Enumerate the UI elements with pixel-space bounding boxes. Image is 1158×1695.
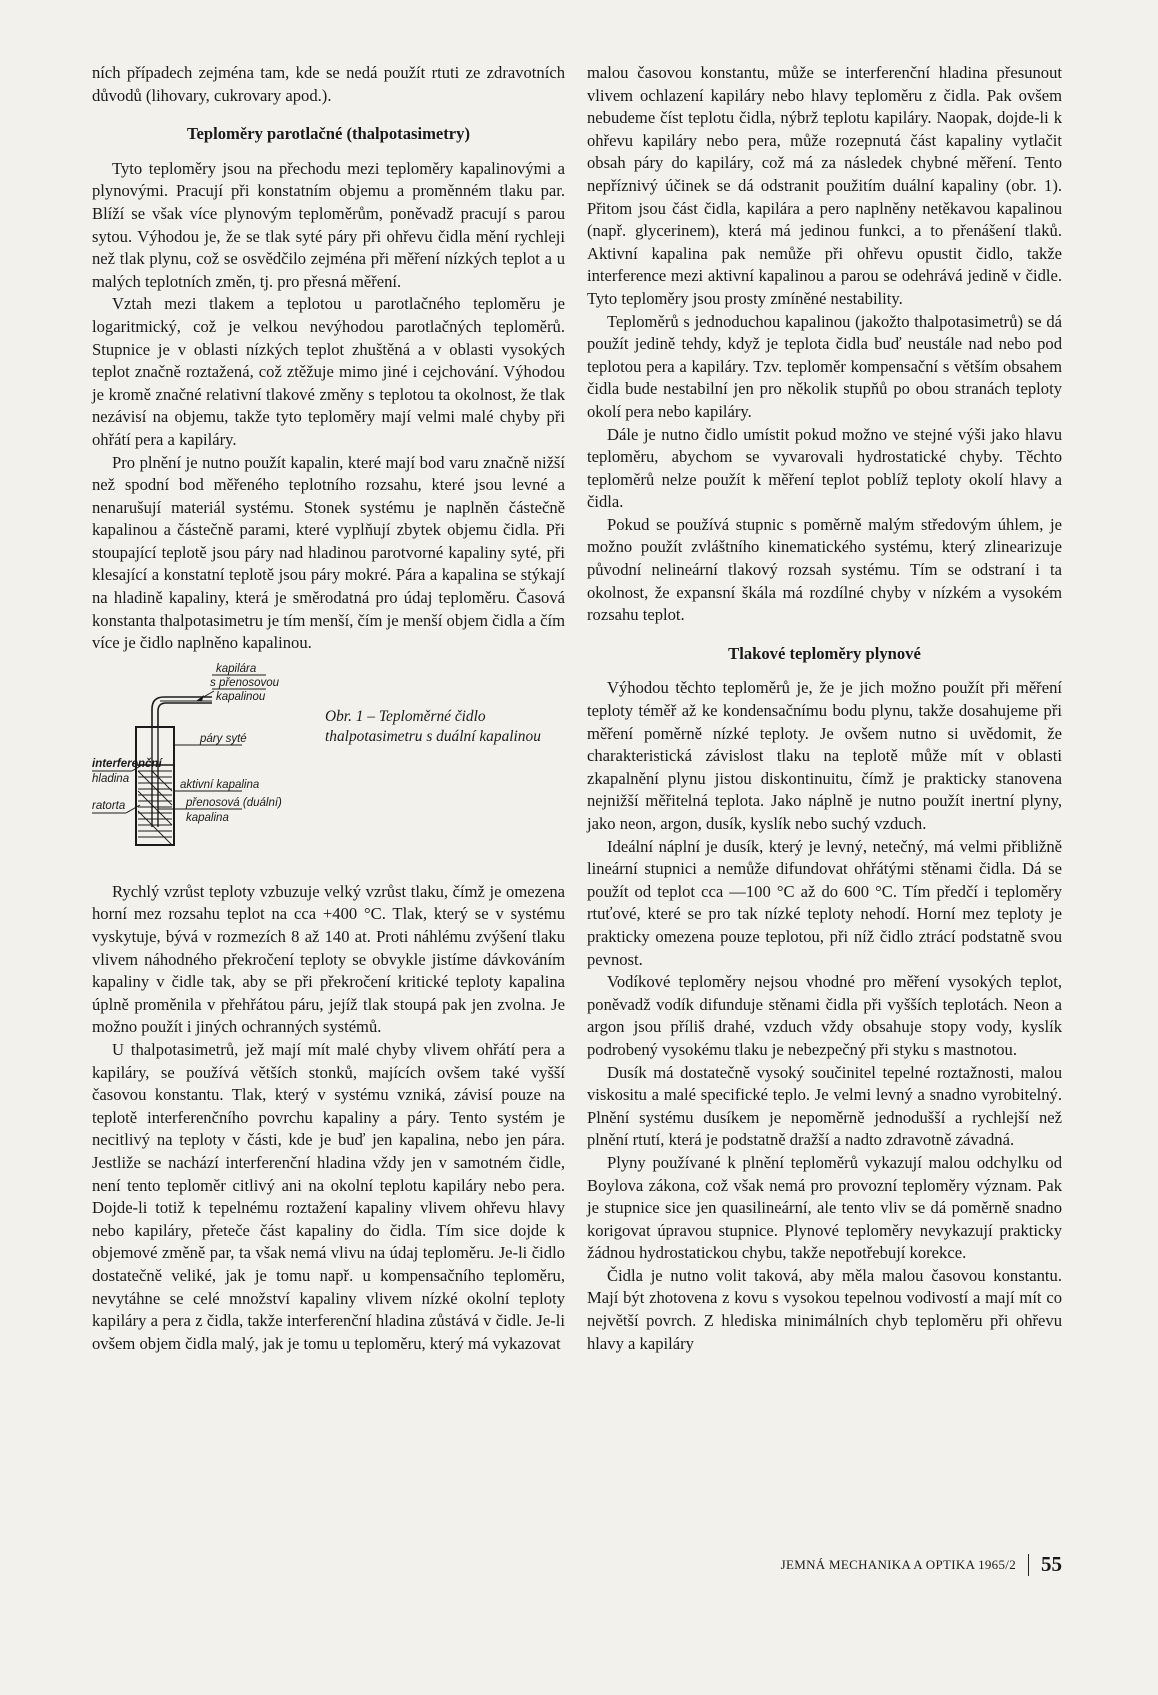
- paragraph: Tyto teploměry jsou na přechodu mezi teploměry kapalinovými a plynovými. Pracují při konstatním objemu a proměnném tlaku par. Blíží se však více plynovým teploměrům, poněvadž pracují s parou sytou. Výhodou je, že se tlak syté páry při ohřevu čidla mění rychleji než tlak plynu, což se osvědčilo zejména při měření nízkých teplot a u malých teplotních změn, tj. pro přesná měření.: [92, 158, 565, 291]
- figure-1: [92, 662, 565, 855]
- paragraph: Plyny používané k plnění teploměrů vykazují malou odchylku od Boylova zákona, což však nemá pro provozní teploměry význam. Pak je stupnice sice jen quasilineární, ale tento vliv se dá poměrně snadno korigovat úpravou stupnice. Plynové teploměry nevykazují prakticky žádnou hydrostatickou chybu, takže nepotřebují korekce.: [587, 1152, 1062, 1263]
- figure-label: kapalina: [186, 811, 229, 824]
- paragraph: ních případech zejména tam, kde se nedá použít rtuti ze zdravotních důvodů (lihovary, cukrovary apod.).: [92, 63, 565, 105]
- paragraph: Dále je nutno čidlo umístit pokud možno ve stejné výši jako hlavu teploměru, abychom se vyvarovali hydrostatické chyby. Těchto teploměrů nelze použít k měření teplot poblíž teploty okolí hlavy a čidla.: [587, 424, 1062, 512]
- figure-label: interferenční: [92, 757, 162, 770]
- footer-divider: [1028, 1554, 1029, 1576]
- figure-label: s přenosovou: [210, 676, 280, 689]
- figure-label: hladina: [92, 772, 130, 785]
- figure-caption: Obr. 1 – Teploměrné čidlo thalpotasimetru s duální kapalinou: [325, 707, 541, 745]
- paragraph: Vztah mezi tlakem a teplotou u parotlačného teploměru je logaritmický, což je velkou nevýhodou parotlačných teploměrů. Stupnice je v oblasti nízkých teplot zhuštěná a v oblasti vysokých teplot značně roztažená, což ztěžuje mimo jiné i cejchování. Výhodou je kromě značné relativní tlakové změny s teplotou ta okolnost, že tlak nezávisí na objemu, takže tyto teploměry mají velmi malé chyby při ohřátí pera a kapiláry.: [92, 294, 565, 449]
- figure-label: aktivní kapalina: [180, 778, 260, 791]
- paragraph: Výhodou těchto teploměrů je, že je jich možno použít při měření teploty téměř až ke kondensačnímu bodu plynu, takže dosahujeme při měření poměrně nízké teploty. Je ovšem nutno si uvědomit, že charakteristická závislost tlaku na teplotě může mít v oblasti zkapalnění plynu jistou diskontinuitu, čímž je prakticky stanovena nejnižší měřitelná teplota. Jako náplně je nutno použít inertní plyny, jako neon, argon, dusík, kyslík nebo suchý vzduch.: [587, 678, 1062, 833]
- section-heading-plynove: Tlakové teploměry plynové: [728, 643, 921, 663]
- paragraph: Pro plnění je nutno použít kapalin, které mají bod varu značně nižší než spodní bod měřeného teplotního rozsahu, které jsou levné a nenarušují materiál systému. Stonek systému je naplněn částečně kapalinou a částečně parami, které vyplňují zbytek objemu čidla. Při stoupající teplotě jsou páry nad hladinou parotvorné kapaliny syté, při klesající a konstatní teplotě jsou páry mokré. Pára a kapalina se stýkají na hladině kapaliny, která je směrodatná pro údaj teploměru. Časová konstanta thalpotasimetru je tím menší, čím je menší objem čidla a čím více je čidlo naplněno kapalinou.: [92, 452, 565, 653]
- page-number: 55: [1041, 1552, 1062, 1576]
- paragraph: U thalpotasimetrů, jež mají mít malé chyby vlivem ohřátí pera a kapiláry, se používá větších stonků, majících ovšem také vyšší časovou konstantu. Tlak, který v systému vzniká, závisí pouze na teplotě interferenčního povrchu kapaliny a páry. Tento systém je necitlivý na teploty v části, kde je buď jen kapalina, nebo jen pára. Jestliže se nachází interferenční hladina vždy jen v samotném čidle, není tento teploměr citlivý ani na okolní teplotu kapiláry nebo pera. Dojde-li totiž k tepelnému roztažení kapaliny vlivem ohřevu hlavy nebo kapiláry, přeteče část kapaliny do čidla. Tím sice dojde k objemové změně par, ta však nemá vlivu na údaj teploměru. Je-li čidlo dostatečně veliké, jak je tomu např. u kompensačního teploměru, nevytáhne se celé množství kapaliny vlivem nízké okolní teploty kapiláry a pera z čidla, takže interferenční hladina zůstává v čidle. Je-li ovšem objem čidla malý, jak je tomu u teploměru, který má vykazovat: [92, 1040, 565, 1353]
- paragraph: Rychlý vzrůst teploty vzbuzuje velký vzrůst tlaku, čímž je omezena horní mez rozsahu teplot na cca +400 °C. Tlak, který se v systému vyskytuje, bývá v rozmezích 8 až 140 at. Proti náhlému zvýšení tlaku vlivem náhodného překročení teploty se obvykle jistíme dávkováním kapaliny v čidle tak, aby se při překročení kritické teploty kapalina úplně proměnila v přehřátou páru, jejíž tlak stoupá pak jen zvolna. Je možno použít i jiných ochranných systémů.: [92, 881, 565, 1037]
- paragraph: Čidla je nutno volit taková, aby měla malou časovou konstantu. Mají být zhotovena z kovu s vysokou tepelnou vodivostí a mají mít co největší povrch. Z hlediska minimálních chyb teploměru při ohřevu hlavy a kapiláry: [587, 1265, 1062, 1353]
- figure-label: přenosová (duální): [186, 796, 282, 809]
- figure-label: páry syté: [200, 732, 247, 745]
- paragraph: Pokud se používá stupnic s poměrně malým středovým úhlem, je možno použít zvláštního kinematického systému, který zlinearizuje původní nelineární tlakový rozsah systému. Tím se odstraní i ta okolnost, že expansní škála má rozdílné chyby v nízkém a vysokém rozsahu teplot.: [587, 514, 1062, 625]
- left-column: [92, 62, 565, 1355]
- page-footer: [781, 1552, 1062, 1577]
- paragraph: Ideální náplní je dusík, který je levný, netečný, má velmi přibližně lineární stupnici a nemůže difundovat ohřátými stěnami čidla. Dá se použít od teplot cca —100 °C až do 600 °C. Tím předčí i teploměry rtuťové, které se pro tak nízké teploty nehodí. Horní mez teploty je prakticky omezena pouze teplotou, při níž čidlo ztrácí podstatně svou pevnost.: [587, 836, 1062, 969]
- paragraph: Teploměrů s jednoduchou kapalinou (jakožto thalpotasimetrů) se dá použít jedině tehdy, když je teplota čidla buď neustále nad nebo pod teplotou pera a kapiláry. Tzv. teploměr kompensační s větším obsahem čidla bude nestabilní jen pro několik stupňů po obou stranách teploty okolí pera nebo kapiláry.: [587, 311, 1062, 421]
- paragraph: Dusík má dostatečně vysoký součinitel tepelné roztažnosti, malou viskositu a malé specifické teplo. Je velmi levný a snadno vyrobitelný. Plnění systému dusíkem je nepoměrně jednodušší a rychlejší než plnění rtutí, která je podstatně dražší a nadto zdravotně závadná.: [587, 1062, 1062, 1150]
- right-column: [587, 62, 1062, 1355]
- figure-label: kapilára: [216, 662, 257, 675]
- paragraph: malou časovou konstantu, může se interferenční hladina přesunout vlivem ochlazení kapiláry nebo hlavy teploměru z čidla. Pak ovšem nebudeme číst teplotu čidla, nýbrž teplotu kapiláry. Naopak, dojde-li k ohřevu kapiláry nebo pera, může rozepnutá část kapaliny vytlačit obsah páry do kapiláry, což má za následek chybné měření. Tento nepříznivý účinek se dá odstranit použitím duální kapaliny (obr. 1). Přitom jsou část čidla, kapilára a pero naplněny netěkavou kapalinou (např. glycerinem), která má jedinou funkci, a to přenášení tlaků. Aktivní kapalina pak nemůže při ohřevu opustit čidlo, takže interference mezi aktivní kapalinou a parou se odehrává jedině v čidle. Tyto teploměry jsou prosty zmíněné nestability.: [587, 63, 1062, 308]
- figure-label: kapalinou: [216, 690, 266, 703]
- section-heading-parotlacne: Teploměry parotlačné (thalpotasimetry): [187, 124, 470, 144]
- figure-label: ratorta: [92, 799, 126, 812]
- journal-name: JEMNÁ MECHANIKA A OPTIKA 1965/2: [780, 1556, 1016, 1572]
- paragraph: Vodíkové teploměry nejsou vhodné pro měření vysokých teplot, poněvadž vodík difunduje stěnami čidla při vyšších teplotách. Neon a argon jsou příliš drahé, vzduch vždy obsahuje stopy vody, kyslík podrobený vysokému tlaku je nebezpečný při styku s mastnotou.: [587, 972, 1062, 1059]
